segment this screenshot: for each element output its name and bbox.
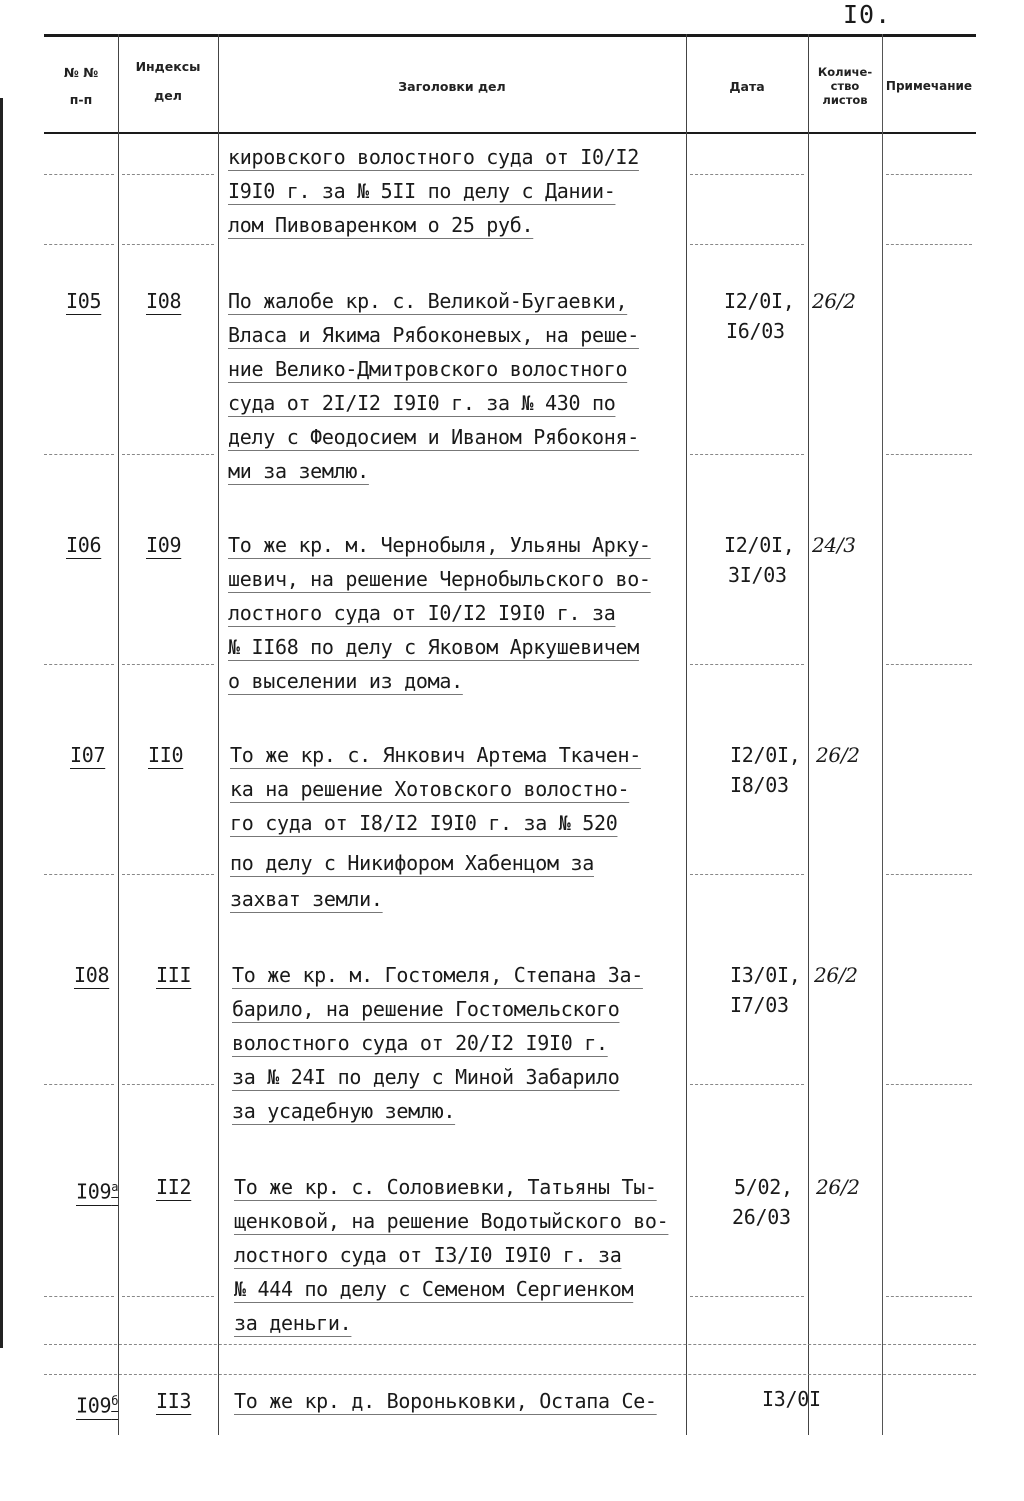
header-title bbox=[218, 40, 686, 132]
header-sheets bbox=[808, 40, 882, 132]
entry-number: I06 bbox=[66, 533, 102, 557]
entry-title-line: щенковой, на решение Водотыйского во- bbox=[234, 1209, 669, 1233]
entry-title-line: № 444 по делу с Семеном Сергиенком bbox=[234, 1277, 634, 1301]
header-date bbox=[686, 40, 808, 132]
entry-number-suffix: а bbox=[111, 1180, 119, 1194]
entry-number: I05 bbox=[66, 289, 102, 313]
entry-title-line: То же кр. м. Чернобыля, Ульяны Арку- bbox=[228, 533, 651, 557]
column-divider bbox=[118, 34, 119, 1435]
entry-title-line: По жалобе кр. с. Великой-Бугаевки, bbox=[228, 289, 628, 313]
column-divider bbox=[882, 34, 883, 1435]
column-divider bbox=[686, 34, 687, 1435]
entry-number: I07 bbox=[70, 743, 106, 767]
entry-title-line: за № 24I по делу с Миной Забарило bbox=[232, 1065, 620, 1089]
column-divider bbox=[218, 34, 219, 1435]
entry-title-line: волостного суда от 20/I2 I9I0 г. bbox=[232, 1031, 608, 1055]
entry-date: I2/0I, bbox=[724, 289, 795, 313]
entry-date: I7/03 bbox=[730, 993, 789, 1017]
entry-date: I8/03 bbox=[730, 773, 789, 797]
entry-title-line: То же кр. с. Соловиевки, Татьяны Ты- bbox=[234, 1175, 657, 1199]
table-top-border bbox=[44, 34, 976, 37]
entry-date: I6/03 bbox=[726, 319, 785, 343]
entry-index: I08 bbox=[146, 289, 182, 313]
column-divider bbox=[808, 34, 809, 1435]
header-note bbox=[882, 40, 976, 132]
entry-title-line: шевич, на решение Чернобыльского во- bbox=[228, 567, 651, 591]
entry-sheets-handwritten: 26/2 bbox=[812, 289, 856, 313]
entry-date: I3/0I, bbox=[730, 963, 801, 987]
entry-date: 26/03 bbox=[732, 1205, 791, 1229]
continuation-line: I9I0 г. за № 5II по делу с Дании- bbox=[228, 179, 616, 203]
entry-title-line: лостного суда от I0/I2 I9I0 г. за bbox=[228, 601, 616, 625]
header-index-sub: дел bbox=[154, 88, 182, 103]
entry-index: II2 bbox=[156, 1175, 192, 1199]
entry-title-line: за деньги. bbox=[234, 1311, 352, 1335]
entry-title-line: То же кр. с. Янкович Артема Ткачен- bbox=[230, 743, 641, 767]
entry-sheets-handwritten: 26/2 bbox=[816, 1175, 860, 1199]
page-edge-shadow bbox=[0, 98, 3, 1348]
entry-index: III bbox=[156, 963, 192, 987]
header-sheets-line: листов bbox=[822, 93, 868, 107]
header-index-label: Индексы bbox=[135, 59, 201, 74]
continuation-line: кировского волостного суда от I0/I2 bbox=[228, 145, 639, 169]
entry-date: 3I/03 bbox=[728, 563, 787, 587]
entry-date: 5/02, bbox=[734, 1175, 793, 1199]
entry-number bbox=[76, 1170, 118, 1209]
entry-title-line: лостного суда от I3/I0 I9I0 г. за bbox=[234, 1243, 622, 1267]
header-num-label: № № bbox=[63, 65, 99, 80]
entry-number: I08 bbox=[74, 963, 110, 987]
entry-number-suffix: б bbox=[111, 1394, 119, 1408]
entry-sheets-handwritten: 24/3 bbox=[812, 533, 856, 557]
entry-title-line: ние Велико-Дмитровского волостного bbox=[228, 357, 628, 381]
entry-title-line: Власа и Якима Рябоконевых, на реше- bbox=[228, 323, 639, 347]
entry-sheets-handwritten: 26/2 bbox=[814, 963, 858, 987]
entry-index: I09 bbox=[146, 533, 182, 557]
entry-title-line: го суда от I8/I2 I9I0 г. за № 520 bbox=[230, 811, 618, 835]
entry-title-line: № II68 по делу с Яковом Аркушевичем bbox=[228, 635, 639, 659]
header-index bbox=[118, 40, 218, 150]
entry-number-main: I09 bbox=[76, 1179, 112, 1204]
header-note-label: Примечание bbox=[885, 78, 973, 93]
entry-number bbox=[76, 1384, 118, 1423]
entry-date: I3/0I bbox=[762, 1387, 821, 1411]
entry-title-line: барило, на решение Гостомельского bbox=[232, 997, 620, 1021]
entry-title-line: ка на решение Хотовского волостно- bbox=[230, 777, 630, 801]
header-date-label: Дата bbox=[729, 78, 765, 94]
register-table bbox=[44, 34, 976, 1435]
header-sheets-line: ство bbox=[830, 79, 860, 93]
entry-title-line: захват земли. bbox=[230, 887, 383, 911]
entry-date: I2/0I, bbox=[724, 533, 795, 557]
entry-title-line: То же кр. д. Вороньковки, Остапа Се- bbox=[234, 1389, 657, 1413]
header-sheets-line: Количе- bbox=[817, 65, 873, 79]
continuation-line: лом Пивоваренком о 25 руб. bbox=[228, 213, 534, 237]
header-num bbox=[44, 40, 118, 132]
entry-title-line: о выселении из дома. bbox=[228, 669, 463, 693]
entry-title-line: ми за землю. bbox=[228, 459, 369, 483]
entry-title-line: делу с Феодосием и Иваном Рябоконя- bbox=[228, 425, 639, 449]
entry-index: II3 bbox=[156, 1389, 192, 1413]
entry-title-line: по делу с Никифором Хабенцом за bbox=[230, 851, 594, 875]
header-num-sub: п-п bbox=[69, 92, 93, 107]
entry-sheets-handwritten: 26/2 bbox=[816, 743, 860, 767]
entry-title-line: за усадебную землю. bbox=[232, 1099, 456, 1123]
entry-title-line: То же кр. м. Гостомеля, Степана За- bbox=[232, 963, 643, 987]
header-title-label: Заголовки дел bbox=[398, 78, 506, 94]
entry-date: I2/0I, bbox=[730, 743, 801, 767]
entry-title-line: суда от 2I/I2 I9I0 г. за № 430 по bbox=[228, 391, 616, 415]
page-number: I0. bbox=[843, 0, 892, 29]
entry-number-main: I09 bbox=[76, 1393, 112, 1418]
entry-index: II0 bbox=[148, 743, 184, 767]
